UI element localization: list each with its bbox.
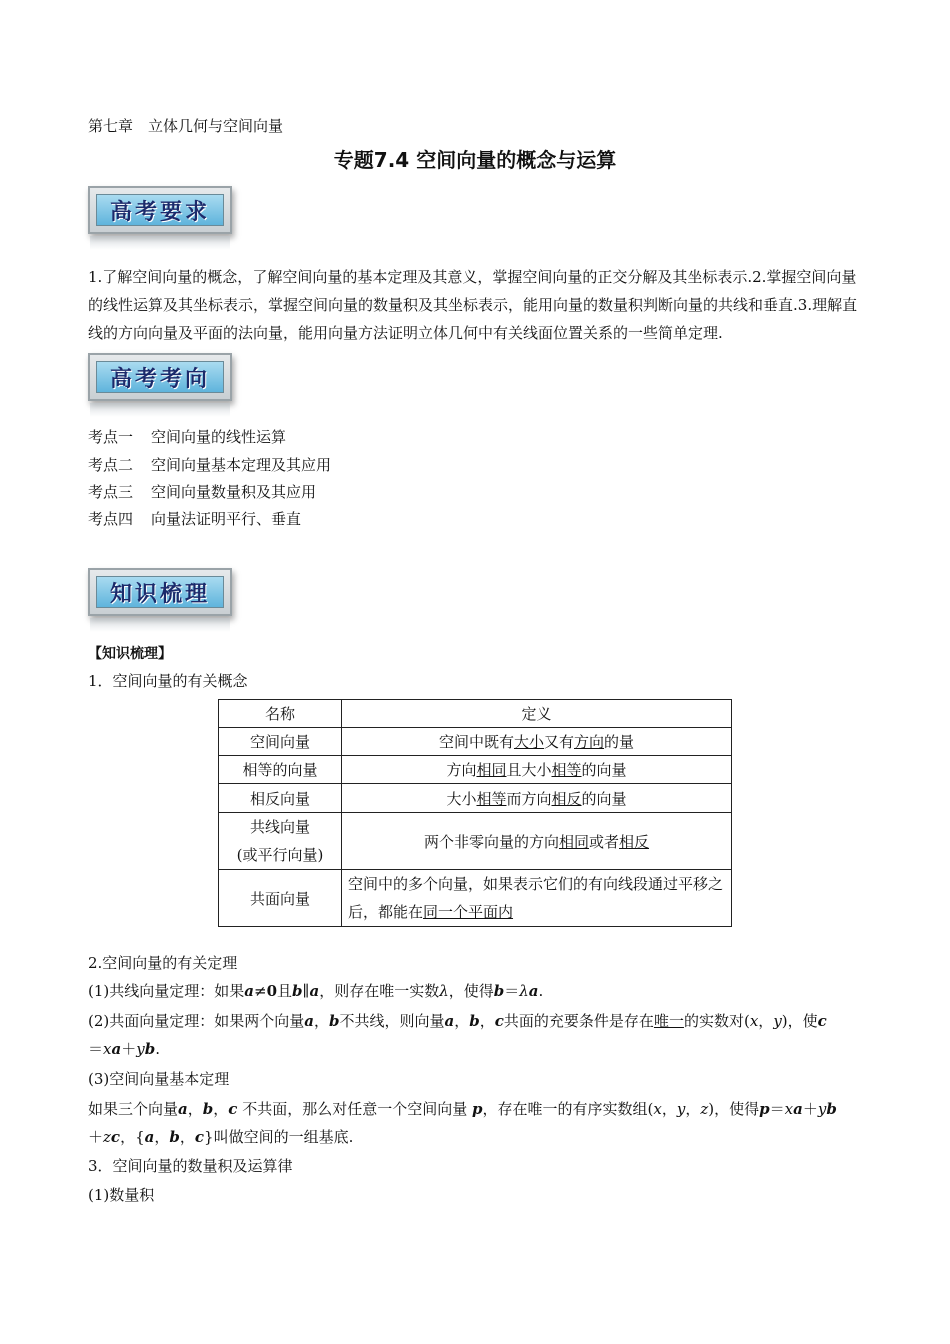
table-row	[219, 728, 732, 756]
table-row	[219, 784, 732, 813]
chapter-label: 第七章 立体几何与空间向量	[88, 117, 284, 135]
banner-direction	[88, 353, 232, 401]
theorem-coplanar: (2)共面向量定理：如果两个向量a，b不共线，则向量a，b，c共面的充要条件是存在唯一的实数对(x，y)，使c	[88, 1012, 827, 1030]
row-definition: 空间中既有大小又有方向的量	[342, 728, 732, 756]
theorem-basis-cont: ＋zc，{a，b，c}叫做空间的一组基底.	[88, 1128, 354, 1146]
kaodian-text: 空间向量基本定理及其应用	[151, 456, 332, 474]
kaodian-item	[88, 455, 331, 475]
row-name: 共线向量 (或平行向量)	[219, 813, 342, 870]
kaodian-item	[88, 427, 286, 447]
row-name: 相等的向量	[219, 756, 342, 784]
row-definition: 空间中的多个向量，如果表示它们的有向线段通过平移之后，都能在同一个平面内	[342, 870, 732, 927]
kaodian-text: 向量法证明平行、垂直	[151, 510, 302, 528]
kaodian-text: 空间向量的线性运算	[151, 428, 287, 446]
section1-title: 1．空间向量的有关概念	[88, 672, 248, 690]
requirements-paragraph: 1.了解空间向量的概念，了解空间向量的基本定理及其意义，掌握空间向量的正交分解及其坐标表示.2.掌握空间向量的线性运算及其坐标表示，掌握空间向量的数量积及其坐标表示，能用向量的数量积判断向量的共线和垂直.3.理解直线的方向向量及平面的法向量，能用向量方法证明立体几何中有关线面位置关系的一些简单定理.	[88, 268, 858, 342]
kaodian-label: 考点二	[88, 456, 134, 474]
kaodian-label: 考点三	[88, 483, 134, 501]
section3-title: 3．空间向量的数量积及运算律	[88, 1157, 293, 1175]
row-definition: 大小相等而方向相反的向量	[342, 784, 732, 813]
theorem-basis-title: (3)空间向量基本定理	[88, 1070, 230, 1088]
banner-direction-label: 高考考向	[96, 361, 224, 393]
banner-review	[88, 568, 232, 616]
kaodian-label: 考点四	[88, 510, 134, 528]
theorem-collinear: (1)共线向量定理：如果a≠0且b∥a，则存在唯一实数λ，使得b＝λa.	[88, 982, 544, 1000]
banner-review-label: 知识梳理	[96, 576, 224, 608]
header-name: 名称	[219, 700, 342, 728]
table-row	[219, 813, 732, 870]
row-name: 相反向量	[219, 784, 342, 813]
kaodian-item	[88, 509, 301, 529]
concepts-table	[218, 699, 732, 927]
section2-title: 2.空间向量的有关定理	[88, 954, 238, 972]
kaodian-item	[88, 482, 316, 502]
row-definition: 两个非零向量的方向相同或者相反	[342, 813, 732, 870]
page-title: 专题7.4 空间向量的概念与运算	[333, 148, 617, 172]
row-name: 空间向量	[219, 728, 342, 756]
theorem-coplanar-formula: ＝xa＋yb.	[88, 1040, 160, 1058]
kaodian-label: 考点一	[88, 428, 134, 446]
section3-sub: (1)数量积	[88, 1186, 155, 1204]
banner-requirements-label: 高考要求	[96, 194, 224, 226]
table-row	[219, 756, 732, 784]
theorem-basis: 如果三个向量a，b，c 不共面，那么对任意一个空间向量 p，存在唯一的有序实数组(x，y，z)，使得p＝xa＋yb	[88, 1100, 837, 1118]
banner-requirements	[88, 186, 232, 234]
table-row	[219, 870, 732, 927]
header-definition: 定义	[342, 700, 732, 728]
row-definition: 方向相同且大小相等的向量	[342, 756, 732, 784]
row-name: 共面向量	[219, 870, 342, 927]
kaodian-text: 空间向量数量积及其应用	[151, 483, 317, 501]
table-header-row	[219, 700, 732, 728]
section-heading: 【知识梳理】	[88, 646, 172, 662]
